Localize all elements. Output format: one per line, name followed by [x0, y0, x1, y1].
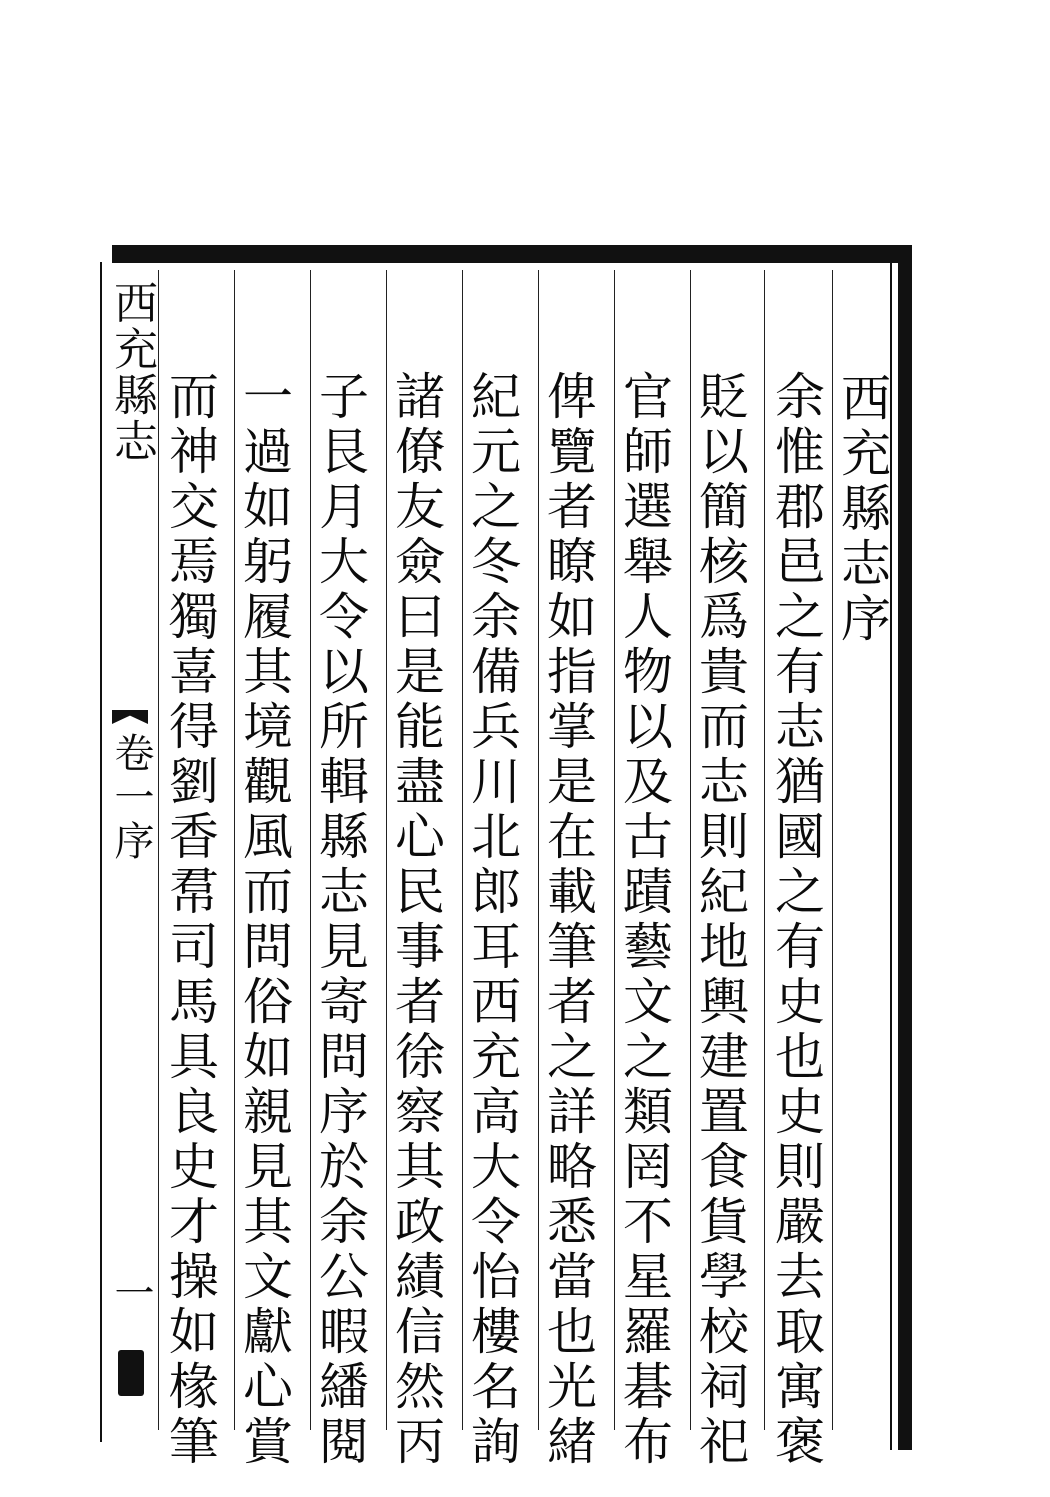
text-column-5: 紀元之冬余備兵川北郎耳西充高大令怡樓名詢 — [463, 370, 521, 1470]
banxin-strip — [106, 262, 157, 1442]
banxin-page-number: 一 — [108, 1272, 154, 1312]
text-column-2: 貶以簡核爲貴而志則紀地輿建置食貨學校祠祀 — [691, 370, 749, 1470]
page-frame-right-border — [898, 250, 912, 1450]
fishtail-mark-icon — [112, 710, 148, 724]
text-column-4: 俾覽者瞭如指掌是在載筆者之詳略悉當也光緒 — [539, 370, 597, 1470]
text-column-6: 諸僚友僉曰是能盡心民事者徐察其政績信然丙 — [387, 370, 445, 1470]
black-block-mark-icon — [118, 1350, 144, 1396]
column-rule — [764, 270, 765, 1430]
page-frame-top-border — [112, 245, 912, 261]
preface-title: 西充縣志序 — [833, 372, 891, 647]
text-column-9: 而神交焉獨喜得劉香帬司馬具良史才操如椽筆 — [161, 370, 219, 1470]
banxin-book-title: 西充縣志 — [106, 280, 157, 464]
banxin-volume-label: 卷一序 — [108, 732, 154, 864]
text-column-8: 一過如躬履其境觀風而問俗如親見其文獻心賞 — [235, 370, 293, 1470]
text-column-7: 子艮月大令以所輯縣志見寄問序於余公暇繙閱 — [311, 370, 369, 1470]
text-column-3: 官師選舉人物以及古蹟藝文之類罔不星羅碁布 — [615, 370, 673, 1470]
column-rule — [158, 270, 159, 1430]
page-frame-left-rule — [100, 262, 102, 1442]
text-column-1: 余惟郡邑之有志猶國之有史也史則嚴去取寓褒 — [767, 370, 825, 1470]
